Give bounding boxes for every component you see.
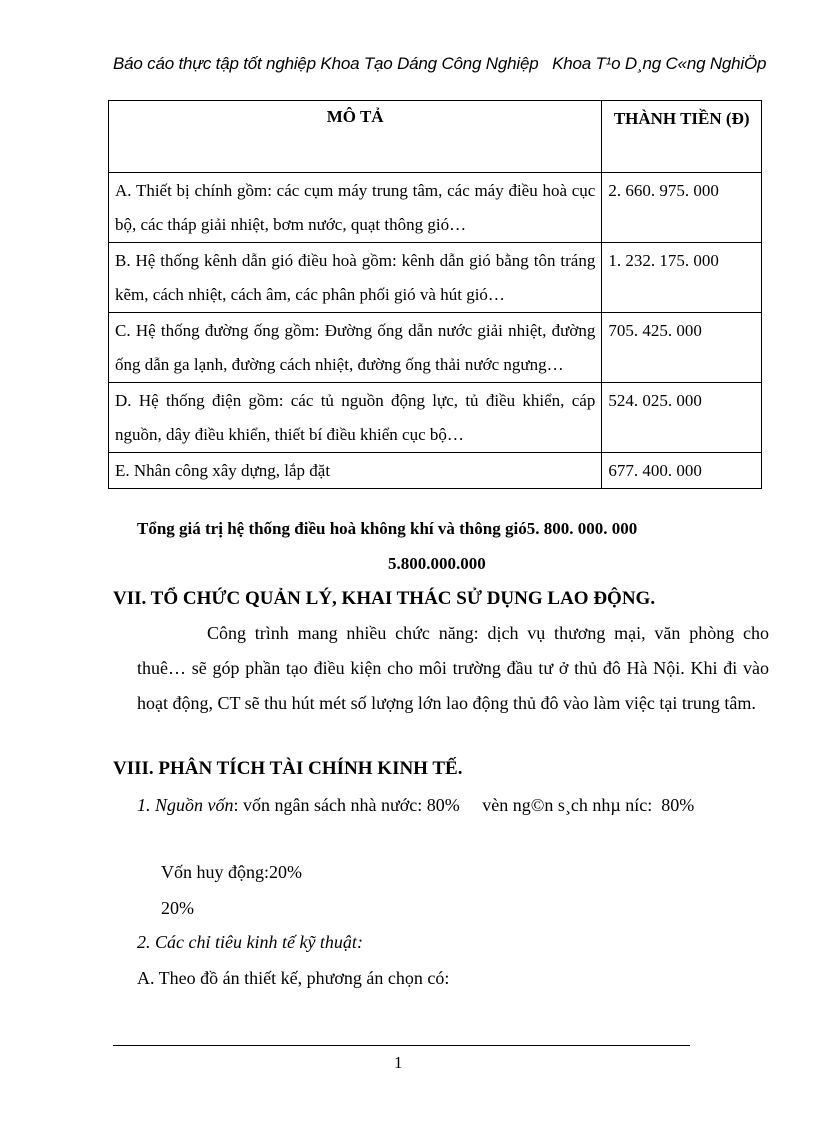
section-8-heading: VIII. PHÂN TÍCH TÀI CHÍNH KINH TẾ. <box>113 758 463 779</box>
mobilized-capital: Vốn huy động:20% <box>161 862 302 882</box>
table-header-row <box>109 101 762 173</box>
page-header <box>113 53 767 75</box>
total-label: Tổng giá trị hệ thống điều hoà không khí và thông gió5. 800. 000. 000 <box>137 519 638 538</box>
header-title-garbled: Khoa T¹o D¸ng C«ng NghiÖp <box>552 54 767 73</box>
row-amount: 1. 232. 175. 000 <box>602 243 762 313</box>
row-description: A. Thiết bị chính gồm: các cụm máy trung tâm, các máy điều hoà cục bộ, các tháp giải nhiệt, bơm nước, quạt thông gió… <box>109 173 602 243</box>
row-description: C. Hệ thống đường ống gồm: Đường ống dẫn nước giải nhiệt, đường ống dẫn ga lạnh, đường cách nhiệt, đường ống thải nước ngưng… <box>109 313 602 383</box>
header-description: MÔ TẢ <box>109 101 602 173</box>
table-row <box>109 173 762 243</box>
section-7-paragraph-text: Công trình mang nhiều chức năng: dịch vụ thương mại, văn phòng cho thuê… sẽ góp phần tạo điều kiện cho môi trường đầu tư ở thủ đô Hà Nội. Khi đi vào hoạt động, CT sẽ thu hút mét số lượng lớn lao động thủ đô vào làm việc tại trung tâm. <box>137 623 769 713</box>
funding-label: 1. Nguồn vốn <box>137 795 234 815</box>
table-row <box>109 243 762 313</box>
funding-garbled: vèn ng©n s¸ch nhµ níc: 80% <box>482 795 695 815</box>
funding-line <box>137 793 694 817</box>
cost-table <box>108 100 762 489</box>
total-value: 5.800.000.000 <box>388 554 486 573</box>
technical-indicators-heading: 2. Các chỉ tiêu kinh tế kỹ thuật: <box>137 932 363 952</box>
funding-text: : vốn ngân sách nhà nước: 80% <box>233 795 460 815</box>
row-amount: 705. 425. 000 <box>602 313 762 383</box>
page-number: 1 <box>394 1053 403 1072</box>
row-amount: 524. 025. 000 <box>602 383 762 453</box>
row-amount: 2. 660. 975. 000 <box>602 173 762 243</box>
table-row <box>109 383 762 453</box>
row-description: D. Hệ thống điện gồm: các tủ nguồn động lực, tủ điều khiển, cáp nguồn, dây điều khiển, thiết bí điều khiển cục bộ… <box>109 383 602 453</box>
row-description: E. Nhân công xây dựng, lắp đặt <box>109 453 602 489</box>
header-title: Báo cáo thực tập tốt nghiệp Khoa Tạo Dáng Công Nghiệp <box>113 54 539 73</box>
table-row <box>109 313 762 383</box>
section-7-paragraph <box>137 616 769 721</box>
section-7-heading: VII. TỔ CHỨC QUẢN LÝ, KHAI THÁC SỬ DỤNG LAO ĐỘNG. <box>113 588 656 609</box>
row-description: B. Hệ thống kênh dẫn gió điều hoà gồm: kênh dẫn gió bằng tôn tráng kẽm, cách nhiệt, cách âm, các phân phối gió và hút gió… <box>109 243 602 313</box>
design-option-line: A. Theo đồ án thiết kế, phương án chọn có: <box>137 968 450 988</box>
header-amount: THÀNH TIỀN (Đ) <box>602 101 762 173</box>
row-amount: 677. 400. 000 <box>602 453 762 489</box>
mobilized-capital-value: 20% <box>161 898 194 918</box>
footer-divider <box>113 1045 690 1046</box>
table-row <box>109 453 762 489</box>
